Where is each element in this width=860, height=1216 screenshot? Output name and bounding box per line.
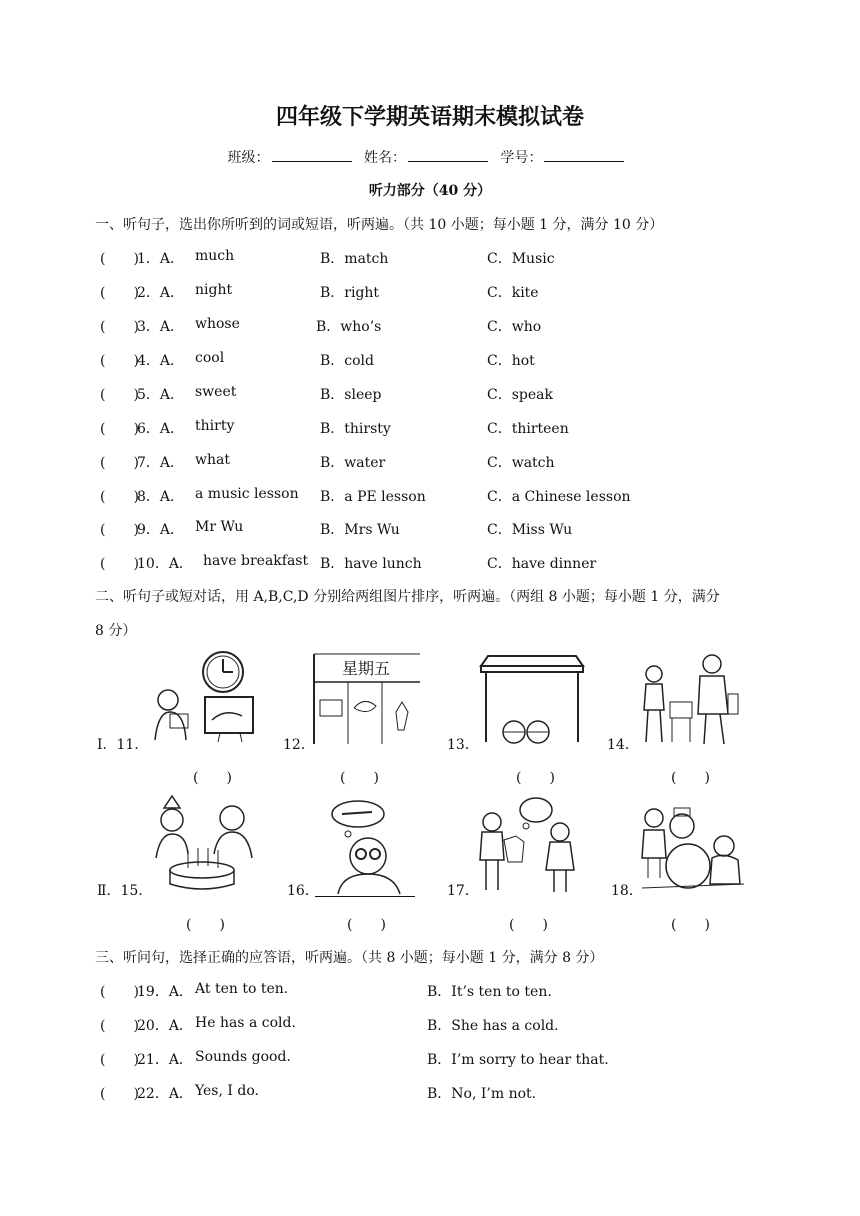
option-a-22: Yes, I do. bbox=[195, 1083, 259, 1099]
option-b-19: B．It’s ten to ten. bbox=[427, 984, 552, 1000]
question-number-3: 3．A． bbox=[137, 319, 185, 335]
answer-blank-18[interactable]: ( ) bbox=[671, 917, 710, 933]
question-number-19: 19．A． bbox=[137, 984, 193, 1000]
question-number-1: 1．A． bbox=[137, 251, 185, 267]
option-b-9: B．Mrs Wu bbox=[320, 522, 400, 538]
label-13: 13． bbox=[447, 737, 479, 753]
option-a-5: sweet bbox=[195, 384, 237, 400]
option-b-1: B．match bbox=[320, 251, 389, 267]
label-18: 18． bbox=[611, 883, 643, 899]
option-c-5: C．speak bbox=[487, 387, 553, 403]
option-b-2: B．right bbox=[320, 285, 380, 301]
student-info bbox=[0, 147, 860, 167]
friday-text: 星期五 bbox=[342, 659, 391, 678]
picture-boy-chair-man bbox=[636, 652, 746, 747]
group1-label: Ⅰ．11． bbox=[97, 737, 149, 753]
question-number-6: 6．A． bbox=[137, 421, 185, 437]
option-c-9: C．Miss Wu bbox=[487, 522, 573, 538]
option-a-7: what bbox=[195, 452, 230, 468]
group2-label: Ⅱ．15． bbox=[97, 883, 153, 899]
answer-paren-3[interactable]: ( ) bbox=[100, 319, 139, 335]
picture-girl-thinking-pencil bbox=[318, 798, 418, 894]
option-c-4: C．hot bbox=[487, 353, 535, 369]
option-a-19: At ten to ten. bbox=[195, 981, 289, 997]
option-c-3: C．who bbox=[487, 319, 542, 335]
option-a-8: a music lesson bbox=[195, 486, 299, 502]
option-a-2: night bbox=[195, 282, 233, 298]
option-c-2: C．kite bbox=[487, 285, 539, 301]
label-16: 16． bbox=[287, 883, 319, 899]
answer-paren-4[interactable]: ( ) bbox=[100, 353, 139, 369]
option-a-21: Sounds good. bbox=[195, 1049, 291, 1065]
option-a-4: cool bbox=[195, 350, 225, 366]
class-label: 班级： bbox=[227, 150, 270, 166]
name-blank[interactable] bbox=[408, 149, 488, 162]
listening-header: 听力部分（40 分） bbox=[368, 183, 492, 199]
answer-paren-2[interactable]: ( ) bbox=[100, 285, 139, 301]
question-number-7: 7．A． bbox=[137, 455, 185, 471]
answer-paren-22[interactable]: ( ) bbox=[100, 1086, 139, 1102]
answer-paren-21[interactable]: ( ) bbox=[100, 1052, 139, 1068]
option-c-7: C．watch bbox=[487, 455, 555, 471]
question-number-4: 4．A． bbox=[137, 353, 185, 369]
answer-paren-6[interactable]: ( ) bbox=[100, 421, 139, 437]
option-c-8: C．a Chinese lesson bbox=[487, 489, 631, 505]
name-label: 姓名： bbox=[364, 150, 406, 166]
option-b-3: B．who’s bbox=[316, 319, 382, 335]
id-label: 学号： bbox=[500, 150, 543, 166]
picture-friday-schedule bbox=[312, 652, 422, 747]
option-b-22: B．No, I’m not. bbox=[427, 1086, 537, 1102]
option-a-10: have breakfast bbox=[203, 553, 309, 569]
question-number-9: 9．A． bbox=[137, 522, 185, 538]
label-17: 17． bbox=[447, 883, 479, 899]
section2-heading-line1: 二、听句子或短对话，用 A,B,C,D 分别给两组图片排序，听两遍。（两组 8 小题；每小题 1 分，满分 bbox=[95, 589, 720, 605]
picture-16-underline bbox=[315, 896, 415, 897]
picture-birthday-cake bbox=[152, 798, 262, 893]
label-14: 14． bbox=[607, 737, 639, 753]
question-number-2: 2．A． bbox=[137, 285, 185, 301]
answer-blank-17[interactable]: ( ) bbox=[509, 917, 548, 933]
option-b-6: B．thirsty bbox=[320, 421, 391, 437]
option-a-20: He has a cold. bbox=[195, 1015, 296, 1031]
option-c-10: C．have dinner bbox=[487, 556, 597, 572]
answer-paren-20[interactable]: ( ) bbox=[100, 1018, 139, 1034]
picture-clock-tv bbox=[150, 650, 260, 745]
question-number-20: 20．A． bbox=[137, 1018, 193, 1034]
label-12: 12． bbox=[283, 737, 315, 753]
option-b-7: B．water bbox=[320, 455, 386, 471]
option-c-1: C．Music bbox=[487, 251, 555, 267]
option-a-6: thirty bbox=[195, 418, 235, 434]
page-title: 四年级下学期英语期末模拟试卷 bbox=[275, 104, 584, 130]
picture-snowman bbox=[640, 796, 746, 892]
answer-blank-11[interactable]: ( ) bbox=[193, 770, 232, 786]
answer-paren-7[interactable]: ( ) bbox=[100, 455, 139, 471]
answer-blank-14[interactable]: ( ) bbox=[671, 770, 710, 786]
answer-blank-13[interactable]: ( ) bbox=[516, 770, 555, 786]
answer-blank-15[interactable]: ( ) bbox=[186, 917, 225, 933]
picture-boy-girl-sweater bbox=[476, 796, 586, 894]
question-number-10: 10．A． bbox=[137, 556, 193, 572]
option-b-10: B．have lunch bbox=[320, 556, 422, 572]
answer-blank-12[interactable]: ( ) bbox=[340, 770, 379, 786]
option-a-1: much bbox=[195, 248, 235, 264]
answer-paren-9[interactable]: ( ) bbox=[100, 522, 139, 538]
question-number-5: 5．A． bbox=[137, 387, 185, 403]
section3-heading: 三、听问句，选择正确的应答语，听两遍。（共 8 小题；每小题 1 分，满分 8 分） bbox=[95, 950, 604, 966]
option-b-8: B．a PE lesson bbox=[320, 489, 426, 505]
option-c-6: C．thirteen bbox=[487, 421, 569, 437]
section2-heading-line2: 8 分） bbox=[95, 623, 137, 639]
answer-paren-8[interactable]: ( ) bbox=[100, 489, 139, 505]
question-number-22: 22．A． bbox=[137, 1086, 193, 1102]
id-blank[interactable] bbox=[544, 149, 624, 162]
answer-paren-19[interactable]: ( ) bbox=[100, 984, 139, 1000]
option-a-9: Mr Wu bbox=[195, 519, 244, 535]
option-b-21: B．I’m sorry to hear that. bbox=[427, 1052, 609, 1068]
answer-paren-5[interactable]: ( ) bbox=[100, 387, 139, 403]
option-b-4: B．cold bbox=[320, 353, 374, 369]
answer-paren-1[interactable]: ( ) bbox=[100, 251, 139, 267]
option-a-3: whose bbox=[195, 316, 240, 332]
picture-balls-under-table bbox=[476, 654, 586, 746]
class-blank[interactable] bbox=[272, 149, 352, 162]
question-number-21: 21．A． bbox=[137, 1052, 193, 1068]
answer-paren-10[interactable]: ( ) bbox=[100, 556, 139, 572]
option-b-5: B．sleep bbox=[320, 387, 382, 403]
answer-blank-16[interactable]: ( ) bbox=[347, 917, 386, 933]
section1-heading: 一、听句子，选出你所听到的词或短语，听两遍。（共 10 小题；每小题 1 分，满分 10 分） bbox=[95, 217, 664, 233]
option-b-20: B．She has a cold. bbox=[427, 1018, 559, 1034]
question-number-8: 8．A． bbox=[137, 489, 185, 505]
